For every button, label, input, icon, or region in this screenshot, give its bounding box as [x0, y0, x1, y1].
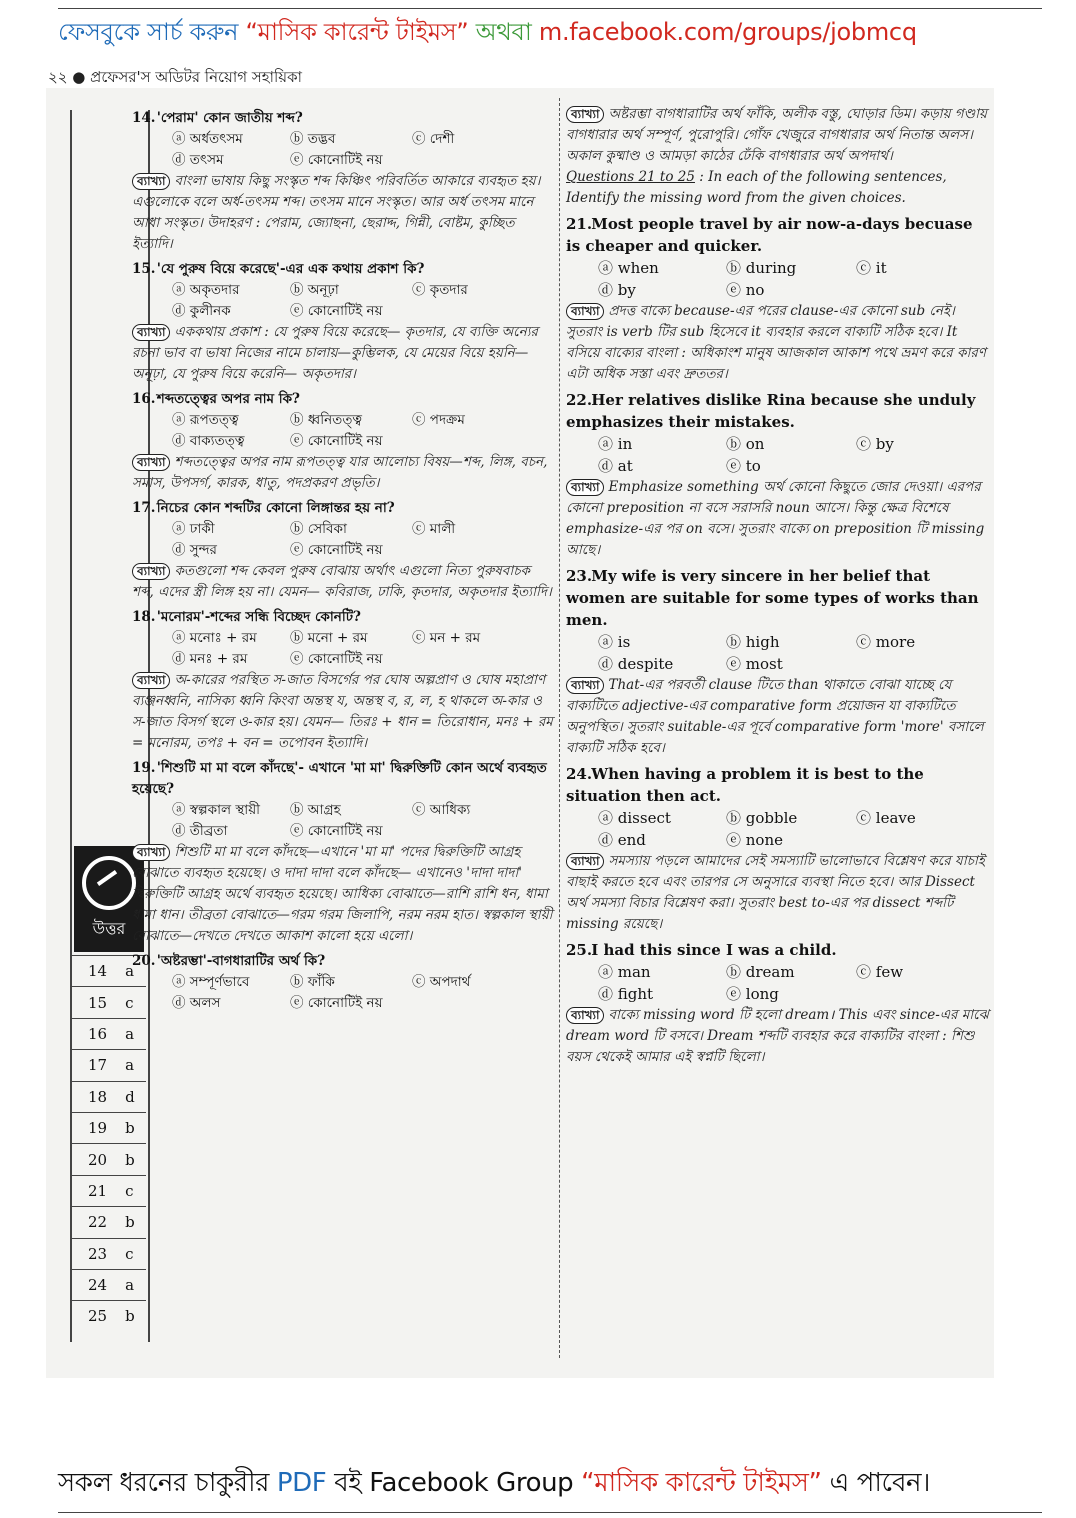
- explanation-23: ব্যাখ্যা That-এর পরবর্তী clause টিতে than থাকাতে বোঝা যাচ্ছে যে বাক্যটিতে adjective-এর comparative form প্রয়োজন যা বাক্যটিতে অনুপস্থিত। সুতরাং suitable-এর পূর্বে comparative form 'more' বসালে বাক্যটি সঠিক হবে।: [566, 677, 984, 756]
- banner-group-name: “মাসিক কারেন্ট টাইমস”: [245, 18, 469, 46]
- answer-row: 15 c: [72, 986, 146, 1017]
- question-17: 17. নিচের কোন শব্দটির কোনো লিঙ্গান্তর হয় না?: [132, 500, 395, 516]
- answer-row: 20 b: [72, 1143, 146, 1174]
- question-19: 19. 'শিশুটি মা মা বলে কাঁদছে'- এখানে 'মা মা' দ্বিরুক্তিটি কোন অর্থে ব্যবহৃত হয়েছে?: [132, 760, 547, 797]
- bottom-rule: [58, 1512, 1042, 1513]
- question-20: 20. 'অষ্টরম্ভা'-বাগধারাটির অর্থ কি?: [132, 953, 326, 969]
- question-24: 24. When having a problem it is best to the situation then act.: [566, 765, 924, 805]
- promo-banner: [58, 14, 1048, 54]
- logo-icon: [82, 856, 136, 910]
- explanation-19: ব্যাখ্যা শিশুটি মা মা বলে কাঁদছে—এখানে 'মা মা' পদের দ্বিরুক্তিটি আগ্রহ বোঝাতে ব্যবহৃত হয়েছে। ও দাদা দাদা বলে কাঁদছে— এখানেও 'দাদা দাদা' দ্বিরুক্তিটি আগ্রহ অর্থে ব্যবহৃত হয়েছে। আধিক্য বোঝাতে—রাশি রাশি ধন, ধামা ধামা ধান। তীব্রতা বোঝাতে—গরম গরম জিলাপি, নরম নরম হাত। স্বল্পকাল স্থায়ী বোঝাতে—দেখতে দেখতে আকাশ কালো হয়ে এলো।: [132, 844, 553, 944]
- options-17: ⓐ ঢাকী ⓑ সেবিকা ⓒ মালী ⓓ সুন্দর ⓔ কোনোটিই নয়: [172, 521, 456, 558]
- question-16: 16. শব্দতত্ত্বের অপর নাম কি?: [132, 391, 300, 407]
- top-rule: [58, 8, 1042, 9]
- instructions: Questions 21 to 25 : In each of the following sentences, Identify the missing word from the given choices.: [566, 169, 947, 206]
- explanation-16: ব্যাখ্যা শব্দতত্ত্বের অপর নাম রূপতত্ত্ব যার আলোচ্য বিষয়—শব্দ, লিঙ্গ, বচন, সমাস, উপসর্গ, কারক, ধাতু, পদপ্রকরণ প্রভৃতি।: [132, 454, 548, 491]
- banner-search-text: ফেসবুকে সার্চ করুন: [58, 18, 239, 46]
- answer-row: 18 d: [72, 1081, 146, 1112]
- question-22: 22. Her relatives dislike Rina because she unduly emphasizes their mistakes.: [566, 391, 976, 431]
- explanation-15: ব্যাখ্যা এককথায় প্রকাশ : যে পুরুষ বিয়ে করেছে— কৃতদার, যে ব্যক্তি অন্যের রচনা ভাব বা ভাষা নিজের নামে চালায়—কুম্ভিলক, যে মেয়ের বিয়ে হয়নি— অনূঢ়া, যে পুরুষ বিয়ে করেনি— অকৃতদার।: [132, 324, 538, 382]
- options-14: ⓐ অর্ধতৎসম ⓑ তদ্ভব ⓒ দেশী ⓓ তৎসম ⓔ কোনোটিই নয়: [172, 131, 455, 168]
- footer-text-2: বই Facebook Group: [334, 1468, 574, 1498]
- answer-row: 19 b: [72, 1112, 146, 1143]
- options-21: ⓐ when ⓑ during ⓒ it ⓓ by ⓔ no: [598, 259, 887, 299]
- answer-row: 24 a: [72, 1269, 146, 1300]
- footer-text-1: সকল ধরনের চাকুরীর: [58, 1468, 270, 1498]
- banner-link[interactable]: m.facebook.com/groups/jobmcq: [538, 18, 917, 46]
- answer-label: উত্তর: [92, 919, 126, 938]
- answer-row: 14 a: [72, 955, 146, 986]
- explanation-21: ব্যাখ্যা প্রদত্ত বাক্যে because-এর পরের clause-এর কোনো sub নেই। সুতরাং is verb টির sub হিসেবে it ব্যবহার করলে বাক্যটি সঠিক হবে। It বসিয়ে বাক্যের বাংলা : অধিকাংশ মানুষ আজকাল আকাশ পথে ভ্রমণ করে কারণ এটা অধিক সস্তা এবং দ্রুততর।: [566, 303, 986, 382]
- explanation-17: ব্যাখ্যা কতগুলো শব্দ কেবল পুরুষ বোঝায় অর্থাৎ এগুলো নিত্য পুরুষবাচক শব্দ, এদের স্ত্রী লিঙ্গ হয় না। যেমন— কবিরাজ, ঢাকি, কৃতদার, অকৃতদার ইত্যাদি।: [132, 563, 552, 600]
- answer-row: 22 b: [72, 1206, 146, 1237]
- question-15: 15. 'যে পুরুষ বিয়ে করেছে'-এর এক কথায় প্রকাশ কি?: [132, 261, 425, 277]
- options-16: ⓐ রূপতত্ত্ব ⓑ ধ্বনিতত্ত্ব ⓒ পদক্রম ⓓ বাক্যতত্ত্ব ⓔ কোনোটিই নয়: [172, 412, 465, 449]
- answer-row: 17 a: [72, 1049, 146, 1080]
- answer-row: 21 c: [72, 1175, 146, 1206]
- options-19: ⓐ স্বল্পকাল স্থায়ী ⓑ আগ্রহ ⓒ আধিক্য ⓓ তীব্রতা ⓔ কোনোটিই নয়: [172, 802, 471, 839]
- question-23: 23. My wife is very sincere in her belief that women are suitable for some types of works than men.: [566, 567, 979, 629]
- footer-group-name: “মাসিক কারেন্ট টাইমস”: [581, 1468, 822, 1498]
- left-column: [132, 104, 554, 1014]
- explanation-18: ব্যাখ্যা অ-কারের পরস্থিত স-জাত বিসর্গের পর ঘোষ অল্পপ্রাণ ও ঘোষ মহাপ্রাণ ব্যঞ্জনধ্বনি, নাসিক্য ধ্বনি কিংবা অন্তস্থ য, অন্তস্থ ব, র, ল, হ থাকলে অ-কার ও স-জাত বিসর্গ স্থলে ও-কার হয়। যেমন— তিরঃ + ধান = তিরোধান, মনঃ + রম = মনোরম, তপঃ + বন = তপোবন ইত্যাদি।: [132, 672, 553, 751]
- answer-row: 23 c: [72, 1238, 146, 1269]
- answer-row: 16 a: [72, 1018, 146, 1049]
- options-25: ⓐ man ⓑ dream ⓒ few ⓓ fight ⓔ long: [598, 963, 904, 1003]
- right-column: [566, 104, 990, 1068]
- footer-pdf: PDF: [276, 1468, 327, 1498]
- explanation-22: ব্যাখ্যা Emphasize something অর্থ কোনো কিছুতে জোর দেওয়া। এরপর কোনো preposition না বসে সরাসরি noun আসে। কিন্তু ক্ষেত্র বিশেষে emphasize-এর পর on বসে। সুতরাং বাক্যে on preposition টি missing আছে।: [566, 479, 985, 558]
- explanation-20: ব্যাখ্যা অষ্টরম্ভা বাগধারাটির অর্থ ফাঁকি, অলীক বস্তু, ঘোড়ার ডিম। কড়ায় গণ্ডায় বাগধারার অর্থ সম্পূর্ণ, পুরোপুরি। গোঁফ খেজুরে বাগধারার অর্থ নিতান্ত অলস। অকাল কুষ্মাণ্ড ও আমড়া কাঠের ঢেঁকি বাগধারার অর্থ অপদার্থ।: [566, 106, 987, 164]
- question-14: 14. 'পেরাম' কোন জাতীয় শব্দ?: [132, 110, 303, 126]
- options-18: ⓐ মনোঃ + রম ⓑ মনো + রম ⓒ মন + রম ⓓ মনঃ + রম ⓔ কোনোটিই নয়: [172, 630, 481, 667]
- page-header: ২২ ● প্রফেসর'স অডিটর নিয়োগ সহায়িকা: [48, 68, 302, 86]
- explanation-24: ব্যাখ্যা সমস্যায় পড়লে আমাদের সেই সমস্যাটি ভালোভাবে বিশ্লেষণ করে যাচাই বাছাই করতে হবে এবং তারপর সে অনুসারে ব্যবস্থা নিতে হবে। আর Dissect অর্থ সমস্যা বিচার বিশ্লেষণ করা। সুতরাং best to-এর পর dissect শব্দটি missing রয়েছে।: [566, 853, 985, 932]
- promo-footer: [58, 1462, 1048, 1506]
- banner-or: অথবা: [475, 18, 532, 46]
- options-20: ⓐ সম্পূর্ণভাবে ⓑ ফাঁকি ⓒ অপদার্থ ⓓ অলস ⓔ কোনোটিই নয়: [172, 974, 471, 1011]
- question-25: 25. I had this since I was a child.: [566, 941, 837, 959]
- footer-text-3: এ পাবেন।: [829, 1468, 931, 1498]
- answer-row: 25 b: [72, 1300, 146, 1331]
- explanation-25: ব্যাখ্যা বাক্যে missing word টি হলো dream। This এবং since-এর মাঝে dream word টি বসবে। Dream শব্দটি ব্যবহার করে বাক্যটির বাংলা : শিশু বয়স থেকেই আমার এই স্বপ্নটি ছিলো।: [566, 1007, 989, 1065]
- options-15: ⓐ অকৃতদার ⓑ অনূঢ়া ⓒ কৃতদার ⓓ কুলীনক ⓔ কোনোটিই নয়: [172, 282, 468, 319]
- explanation-14: ব্যাখ্যা বাংলা ভাষায় কিছু সংস্কৃত শব্দ কিঞ্চিৎ পরিবর্তিত আকারে ব্যবহৃত হয়। এগুলোকে বলে অর্ধ-তৎসম শব্দ। তৎসম মানে সংস্কৃত। আর অর্ধ তৎসম মানে আধা সংস্কৃত। উদাহরণ : পেরাম, জ্যোছনা, ছেরাদ্দ, গিন্নী, বোষ্টম, কুচ্ছিত ইত্যাদি।: [132, 173, 541, 252]
- options-24: ⓐ dissect ⓑ gobble ⓒ leave ⓓ end ⓔ none: [598, 809, 916, 849]
- options-23: ⓐ is ⓑ high ⓒ more ⓓ despite ⓔ most: [598, 633, 916, 673]
- question-18: 18. 'মনোরম'-শব্দের সন্ধি বিচ্ছেদ কোনটি?: [132, 609, 361, 625]
- question-21: 21. Most people travel by air now-a-days becuase is cheaper and quicker.: [566, 215, 973, 255]
- options-22: ⓐ in ⓑ on ⓒ by ⓓ at ⓔ to: [598, 435, 894, 475]
